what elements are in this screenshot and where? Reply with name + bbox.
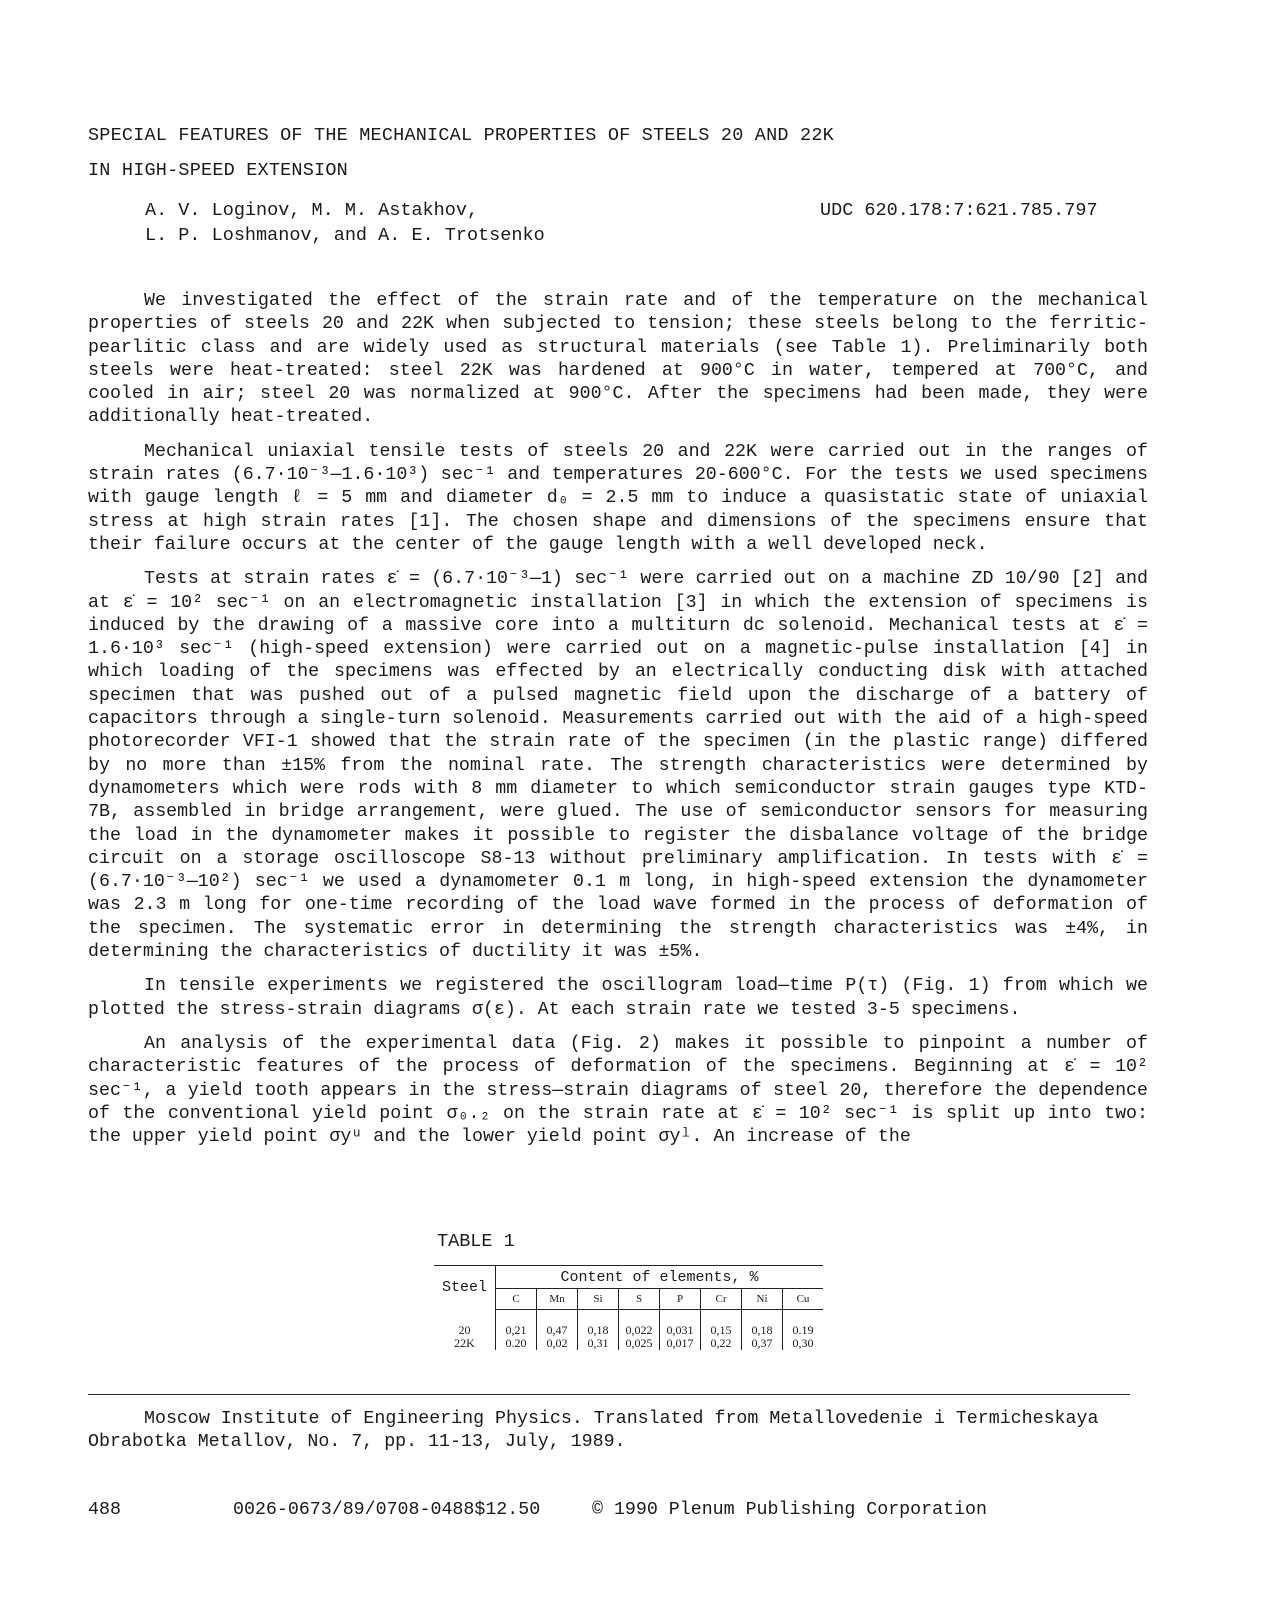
steel-name: 22K xyxy=(454,1335,475,1350)
footnote-line-1: Moscow Institute of Engineering Physics. Translated from Metallovedenie i Termicheskaya xyxy=(144,1409,1099,1429)
element-header: Cr xyxy=(701,1289,742,1310)
copyright: © 1990 Plenum Publishing Corporation xyxy=(592,1500,987,1520)
paragraph-5: An analysis of the experimental data (Fig. 2) makes it possible to pinpoint a number of characteristic features of the process of deformation of the specimens. Beginning at ε̇ = 10² sec⁻¹, a yield tooth appears in the stress—strain diagrams of steel 20, therefore the dependence of the conventional yield point σ₀.₂ on the strain rate at ε̇ = 10² sec⁻¹ is split up into two: the upper yield point σyᵘ and the lower yield point σyˡ. An increase of the xyxy=(88,1033,1148,1148)
footnote-line-2: Obrabotka Metallov, No. 7, pp. 11-13, July, 1989. xyxy=(88,1432,626,1452)
table-cell: 0,22 xyxy=(710,1336,732,1350)
element-header: Si xyxy=(578,1289,619,1310)
table-cell: 0,47 xyxy=(546,1323,568,1337)
table-cell: 0,37 xyxy=(751,1336,773,1350)
element-header: P xyxy=(660,1289,701,1310)
steel-column-header: Steel xyxy=(442,1279,488,1297)
table-cell: 0.20 xyxy=(505,1336,527,1350)
table-1 xyxy=(434,1265,823,1350)
table-cell: 0.19 xyxy=(792,1323,814,1337)
udc-code: UDC 620.178:7:621.785.797 xyxy=(820,200,1098,221)
page-number: 488 xyxy=(88,1500,121,1520)
element-header: C xyxy=(496,1289,537,1310)
table-cell: 0,15 xyxy=(710,1323,732,1337)
article-title xyxy=(88,118,834,188)
footnote xyxy=(88,1408,1148,1454)
table-cell: 0,31 xyxy=(587,1336,609,1350)
element-header: Ni xyxy=(742,1289,783,1310)
article-code: 0026-0673/89/0708-0488$12.50 xyxy=(233,1500,541,1520)
table-cell: 0,025 xyxy=(625,1336,653,1350)
table-1-title: TABLE 1 xyxy=(437,1231,515,1252)
element-header: S xyxy=(619,1289,660,1310)
title-line-2: IN HIGH-SPEED EXTENSION xyxy=(88,160,348,181)
paragraph-4: In tensile experiments we registered the oscillogram load—time P(τ) (Fig. 1) from which we plotted the stress-strain diagrams σ(ε). At each strain rate we tested 3-5 specimens. xyxy=(88,976,1148,1020)
paragraph-2: Mechanical uniaxial tensile tests of steels 20 and 22K were carried out in the ranges of strain rates (6.7·10⁻³—1.6·10³) sec⁻¹ and temperatures 20-600°C. For the tests we used specimens with gauge length ℓ = 5 mm and diameter d₀ = 2.5 mm to induce a quasistatic state of uniaxial stress at high strain rates [1]. The chosen shape and dimensions of the specimens ensure that their failure occurs at the center of the gauge length with a well developed neck. xyxy=(88,441,1148,555)
table-row xyxy=(434,1310,823,1351)
table-cell: 0,022 xyxy=(625,1323,653,1337)
element-header: Cu xyxy=(783,1289,824,1310)
element-header: Mn xyxy=(537,1289,578,1310)
authors-line-1: A. V. Loginov, M. M. Astakhov, xyxy=(145,200,479,221)
table-cell: 0,017 xyxy=(666,1336,694,1350)
article-body xyxy=(88,290,1148,1160)
authors-line-2: L. P. Loshmanov, and A. E. Trotsenko xyxy=(145,225,545,246)
steel-name: 20 xyxy=(458,1322,471,1337)
author-list xyxy=(145,198,545,248)
table-cell: 0,02 xyxy=(546,1336,568,1350)
table-cell: 0,30 xyxy=(792,1336,814,1350)
table-cell: 0,21 xyxy=(505,1323,527,1337)
table-cell: 0,031 xyxy=(666,1323,694,1337)
elements-group-header: Content of elements, % xyxy=(496,1266,824,1289)
table-cell: 0,18 xyxy=(751,1323,773,1337)
footnote-divider xyxy=(88,1394,1130,1395)
table-cell: 0,18 xyxy=(587,1323,609,1337)
paragraph-3: Tests at strain rates ε̇ = (6.7·10⁻³—1) sec⁻¹ were carried out on a machine ZD 10/90 [2] and at ε̇ = 10² sec⁻¹ on an electromagnetic installation [3] in which the extension of specimens is induced by the drawing of a massive core into a multiturn dc solenoid. Mechanical tests at ε̇ = 1.6·10³ sec⁻¹ (high-speed extension) were carried out on a magnetic-pulse installation [4] in which loading of the specimens was effected by an electrically conducting disk with attached specimen that was pushed out of a pulsed magnetic field upon the discharge of a battery of capacitors through a single-turn solenoid. Measurements carried out with the aid of a high-speed photorecorder VFI-1 showed that the strain rate of the specimen (in the plastic range) differed by no more than ±15% from the nominal rate. The strength characteristics were determined by dynamometers which were rods with 8 mm diameter to which semiconductor strain gauges type KTD-7B, assembled in bridge arrangement, were glued. The use of semiconductor sensors for measuring the load in the dynamometer makes it possible to register the disbalance voltage of the bridge circuit on a storage oscilloscope S8-13 without preliminary amplification. In tests with ε̇ = (6.7·10⁻³—10²) sec⁻¹ we used a dynamometer 0.1 m long, in high-speed extension the dynamometer was 2.3 m long for one-time recording of the load wave formed in the process of deformation of the specimen. The systematic error in determining the strength characteristics was ±4%, in determining the characteristics of ductility it was ±5%. xyxy=(88,569,1148,963)
paragraph-1: We investigated the effect of the strain rate and of the temperature on the mechanical properties of steels 20 and 22K when subjected to tension; these steels belong to the ferritic-pearlitic class and are widely used as structural materials (see Table 1). Preliminarily both steels were heat-treated: steel 22K was hardened at 900°C in water, tempered at 700°C, and cooled in air; steel 20 was normalized at 900°C. After the specimens had been made, they were additionally heat-treated. xyxy=(88,291,1148,428)
title-line-1: SPECIAL FEATURES OF THE MECHANICAL PROPERTIES OF STEELS 20 AND 22K xyxy=(88,125,834,146)
